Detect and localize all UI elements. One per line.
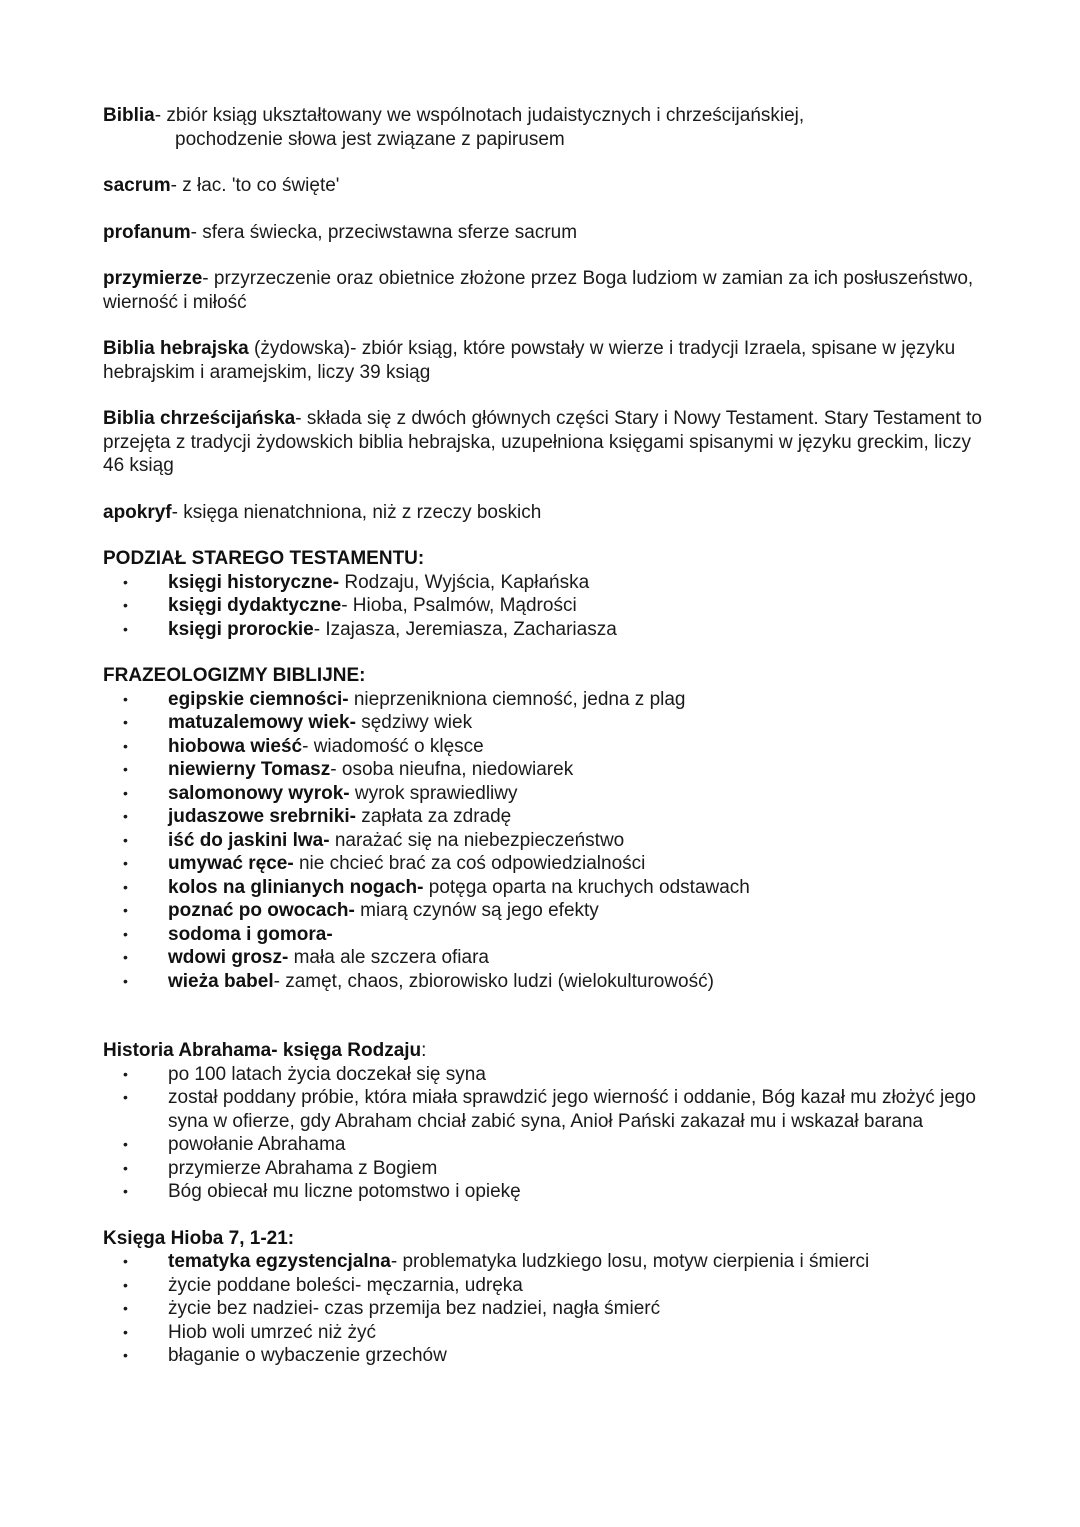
list-item (103, 1297, 983, 1321)
bullet-icon: • (123, 1300, 128, 1316)
list-item (103, 618, 983, 642)
definition-term: przymierze (103, 268, 203, 289)
definition-text: - przyrzeczenie oraz obietnice złożone przez Boga ludziom w zamian za ich posłuszeństwo, wierność i miłość (103, 268, 974, 313)
bullet-icon: • (123, 808, 128, 824)
list-item (103, 1344, 983, 1368)
list-item (103, 1086, 983, 1133)
bullet-icon: • (123, 1136, 128, 1152)
list-item (103, 594, 983, 618)
list-item-term: wieża babel (168, 970, 274, 992)
list-item-text: miarą czynów są jego efekty (354, 900, 599, 921)
definition-term: Biblia (103, 105, 155, 126)
bullet-icon: • (123, 761, 128, 777)
list-item-text: sędziwy wiek (355, 712, 473, 733)
bullet-icon: • (123, 1159, 128, 1176)
list-item-text: - zamęt, chaos, zbiorowisko ludzi (wielokulturowość) (273, 970, 714, 992)
list-item (103, 1274, 983, 1298)
definition-biblia (103, 104, 983, 151)
list-item-term: tematyka egzystencjalna (168, 1251, 391, 1272)
abraham-list (103, 1063, 983, 1204)
list-item-text: - problematyka ludzkiego losu, motyw cierpienia i śmierci (390, 1251, 870, 1272)
definition-text: - składa się z dwóch głównych części Stary i Nowy Testament. Stary Testament to przejęta z tradycji żydowskich biblia hebrajska, uzupełniona księgami spisanymi w języku greckim, liczy 46 ksiąg (103, 408, 982, 476)
list-item (103, 571, 983, 595)
bullet-icon: • (123, 737, 128, 754)
list-item-term: judaszowe srebrniki- (168, 806, 356, 827)
bullet-icon: • (123, 690, 128, 707)
list-item-text: po 100 latach życia doczekał się syna (168, 1063, 486, 1085)
list-item-text: przymierze Abrahama z Bogiem (168, 1157, 438, 1179)
list-item-text: potęga oparta na kruchych odstawach (423, 876, 750, 898)
list-item-text: narażać się na niebezpieczeństwo (329, 829, 625, 851)
list-item (103, 735, 983, 759)
list-item-text: nieprzenikniona ciemność, jedna z plag (348, 688, 686, 710)
list-item-text: Rodzaju, Wyjścia, Kapłańska (339, 571, 590, 593)
list-item-text: powołanie Abrahama (168, 1134, 346, 1155)
list-item-text: Hiob woli umrzeć niż żyć (168, 1321, 376, 1343)
list-item (103, 1157, 983, 1181)
list-item-text: Bóg obiecał mu liczne potomstwo i opiekę (168, 1181, 521, 1202)
definition-text: - zbiór ksiąg ukształtowany we wspólnotach judaistycznych i chrześcijańskiej, (154, 105, 805, 126)
list-item-term: salomonowy wyrok- (168, 782, 350, 804)
frazeologizmy-list (103, 688, 983, 994)
definition-term: Biblia hebrajska (103, 338, 249, 359)
list-item-term: księgi dydaktyczne (168, 595, 342, 616)
definition-text: (żydowska)- zbiór ksiąg, które powstały w wierze i tradycji Izraela, spisane w języku hebrajskim i aramejskim, liczy 39 ksiąg (103, 338, 956, 383)
section-heading-text: Historia Abrahama- księga Rodzaju (103, 1040, 422, 1061)
list-item-text: - wiadomość o klęsce (302, 735, 484, 757)
definition-term: apokryf (103, 501, 172, 523)
list-item (103, 946, 983, 970)
list-item (103, 805, 983, 829)
bullet-icon: • (123, 784, 128, 801)
list-item (103, 711, 983, 735)
list-item-term: egipskie ciemności- (168, 688, 349, 710)
bullet-icon: • (123, 972, 128, 989)
podzial-list (103, 571, 983, 642)
definition-sacrum (103, 174, 983, 198)
bullet-icon: • (123, 573, 128, 590)
list-item-term: kolos na glinianych nogach- (168, 876, 424, 898)
list-item-term: sodoma i gomora- (168, 923, 333, 945)
list-item-term: iść do jaskini lwa- (168, 829, 330, 851)
list-item-text: - osoba nieufna, niedowiarek (330, 759, 574, 780)
list-item (103, 1133, 983, 1157)
definition-apokryf (103, 501, 983, 525)
list-item (103, 876, 983, 900)
list-item (103, 899, 983, 923)
definition-continuation: pochodzenie słowa jest związane z papirusem (175, 128, 565, 150)
section-heading-suffix: : (421, 1040, 427, 1061)
list-item-text: mała ale szczera ofiara (288, 947, 489, 968)
list-item-term: matuzalemowy wiek- (168, 712, 356, 733)
list-item (103, 852, 983, 876)
definition-biblia-hebrajska (103, 337, 983, 384)
list-item-term: hiobowa wieść (168, 735, 303, 757)
list-item (103, 1063, 983, 1087)
list-item-text: błaganie o wybaczenie grzechów (168, 1345, 447, 1366)
list-item-text: zapłata za zdradę (355, 806, 512, 827)
definition-term: Biblia chrześcijańska (103, 408, 296, 429)
definition-przymierze (103, 267, 983, 314)
list-item-text: - Izajasza, Jeremiasza, Zachariasza (313, 618, 617, 640)
list-item-text: życie poddane boleści- męczarnia, udręka (168, 1274, 523, 1296)
bullet-icon: • (123, 1347, 128, 1363)
section-heading-frazeologizmy: FRAZEOLOGIZMY BIBLIJNE: (103, 665, 366, 686)
bullet-icon: • (123, 714, 128, 730)
definition-biblia-chrzescijanska (103, 407, 983, 478)
section-heading-abraham (103, 1039, 983, 1063)
list-item (103, 688, 983, 712)
bullet-icon: • (123, 1065, 128, 1082)
bullet-icon: • (123, 597, 128, 613)
list-item-text: został poddany próbie, która miała sprawdzić jego wierność i oddanie, Bóg kazał mu złożyć jego syna w ofierze, gdy Abraham chciał zabić syna, Anioł Pański zakazał mu i wskazał barana (168, 1087, 976, 1132)
list-item-term: niewierny Tomasz (168, 759, 331, 780)
definition-term: sacrum (103, 175, 171, 196)
hiob-list (103, 1250, 983, 1368)
bullet-icon: • (123, 855, 128, 871)
bullet-icon: • (123, 1323, 128, 1340)
bullet-icon: • (123, 878, 128, 895)
bullet-icon: • (123, 1253, 128, 1269)
bullet-icon: • (123, 1183, 128, 1199)
definition-text: - z łac. 'to co święte' (170, 175, 340, 196)
bullet-icon: • (123, 949, 128, 965)
list-item-text: życie bez nadziei- czas przemija bez nadziei, nagła śmierć (168, 1298, 661, 1319)
list-item-text: wyrok sprawiedliwy (349, 782, 518, 804)
spacer (103, 1016, 983, 1039)
list-item (103, 1180, 983, 1204)
bullet-icon: • (123, 1089, 128, 1105)
list-item-term: księgi historyczne- (168, 571, 340, 593)
section-heading-hiob: Księga Hioba 7, 1-21: (103, 1227, 295, 1249)
document-page (103, 104, 983, 1391)
bullet-icon: • (123, 1276, 128, 1293)
list-item-term: umywać ręce- (168, 853, 294, 874)
bullet-icon: • (123, 902, 128, 918)
list-item (103, 758, 983, 782)
list-item (103, 1321, 983, 1345)
bullet-icon: • (123, 831, 128, 848)
list-item (103, 970, 983, 994)
list-item-term: wdowi grosz- (168, 947, 289, 968)
list-item-term: księgi prorockie (168, 618, 314, 640)
list-item-term: poznać po owocach- (168, 900, 355, 921)
section-heading-podzial: PODZIAŁ STAREGO TESTAMENTU: (103, 548, 425, 569)
definition-term: profanum (103, 221, 191, 243)
list-item-text: nie chcieć brać za coś odpowiedzialności (293, 853, 646, 874)
list-item-text: - Hioba, Psalmów, Mądrości (341, 595, 577, 616)
list-item (103, 782, 983, 806)
definition-text: - sfera świecka, przeciwstawna sferze sacrum (190, 221, 578, 243)
list-item (103, 923, 983, 947)
list-item (103, 829, 983, 853)
bullet-icon: • (123, 620, 128, 637)
list-item (103, 1250, 983, 1274)
definition-text: - księga nienatchniona, niż z rzeczy boskich (171, 501, 542, 523)
bullet-icon: • (123, 925, 128, 942)
definition-profanum (103, 221, 983, 245)
